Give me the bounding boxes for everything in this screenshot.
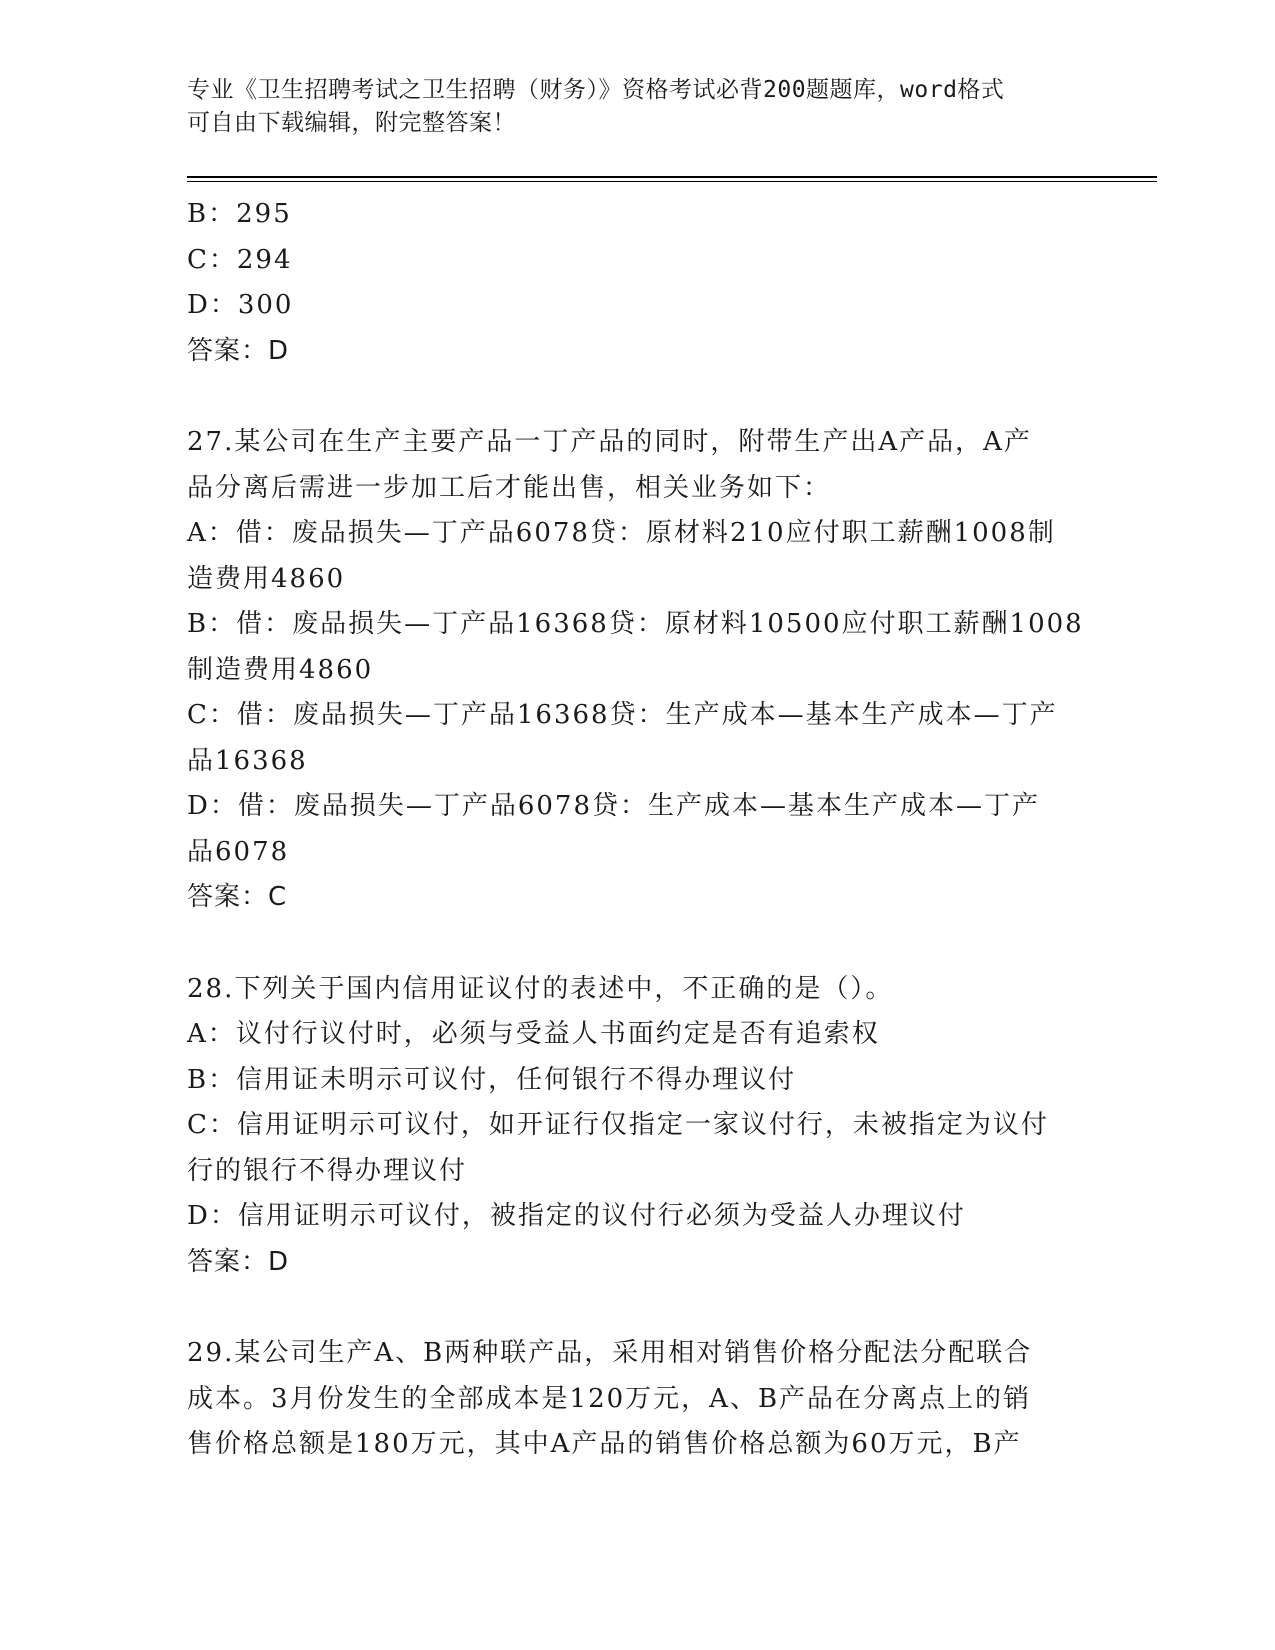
question-28	[187, 967, 1087, 1286]
option-b: B：295	[187, 199, 292, 229]
option-d: D：300	[187, 290, 294, 320]
question-stem-line: 28.下列关于国内信用证议付的表述中，不正确的是（）。	[187, 973, 894, 1004]
option-c-line: C：信用证明示可议付，如开证行仅指定一家议付行，未被指定为议付	[187, 1110, 1049, 1140]
header-divider-thick	[187, 176, 1157, 178]
option-a-line: A：借：废品损失—丁产品6078贷：原材料210应付职工薪酬1008制	[187, 518, 1056, 548]
question-stem-line: 29.某公司生产A、B两种联产品，采用相对销售价格分配法分配联合	[187, 1338, 1033, 1368]
header-divider-thin	[187, 181, 1157, 182]
option-d-line: D：信用证明示可议付，被指定的议付行必须为受益人办理议付	[187, 1201, 966, 1231]
document-header	[187, 74, 1067, 140]
header-line-2: 可自由下载编辑，附完整答案！	[187, 110, 516, 136]
option-d-line: 品6078	[187, 836, 290, 867]
answer: 答案：D	[187, 1246, 290, 1277]
question-29	[187, 1331, 1087, 1468]
option-b-line: B：借：废品损失—丁产品16368贷：原材料10500应付职工薪酬1008	[187, 609, 1084, 639]
option-c: C：294	[187, 244, 293, 275]
question-stem-line: 27.某公司在生产主要产品一丁产品的同时，附带生产出A产品，A产	[187, 427, 1032, 457]
question-27	[187, 420, 1087, 921]
question-stem-line: 成本。3月份发生的全部成本是120万元，A、B产品在分离点上的销	[187, 1383, 1032, 1414]
question-26-tail	[187, 192, 1087, 374]
option-c-line: C：借：废品损失—丁产品16368贷：生产成本—基本生产成本—丁产	[187, 700, 1058, 730]
question-stem-line: 品分离后需进一步加工后才能出售，相关业务如下：	[187, 472, 832, 503]
answer: 答案：D	[187, 335, 290, 366]
option-b-line: B：信用证未明示可议付，任何银行不得办理议付	[187, 1064, 797, 1095]
option-b-line: 制造费用4860	[187, 654, 374, 685]
question-stem-line: 售价格总额是180万元，其中A产品的销售价格总额为60万元，B产	[187, 1429, 1022, 1459]
option-a-line: 造费用4860	[187, 563, 346, 594]
option-c-line: 行的银行不得办理议付	[187, 1155, 468, 1186]
answer: 答案：C	[187, 882, 288, 912]
header-line-1: 专业《卫生招聘考试之卫生招聘（财务）》资格考试必背200题题库，word格式	[187, 77, 1005, 103]
option-d-line: D：借：废品损失—丁产品6078贷：生产成本—基本生产成本—丁产	[187, 791, 1041, 821]
option-c-line: 品16368	[187, 745, 308, 776]
option-a-line: A：议付行议付时，必须与受益人书面约定是否有追索权	[187, 1019, 880, 1049]
document-body	[187, 192, 1087, 1468]
